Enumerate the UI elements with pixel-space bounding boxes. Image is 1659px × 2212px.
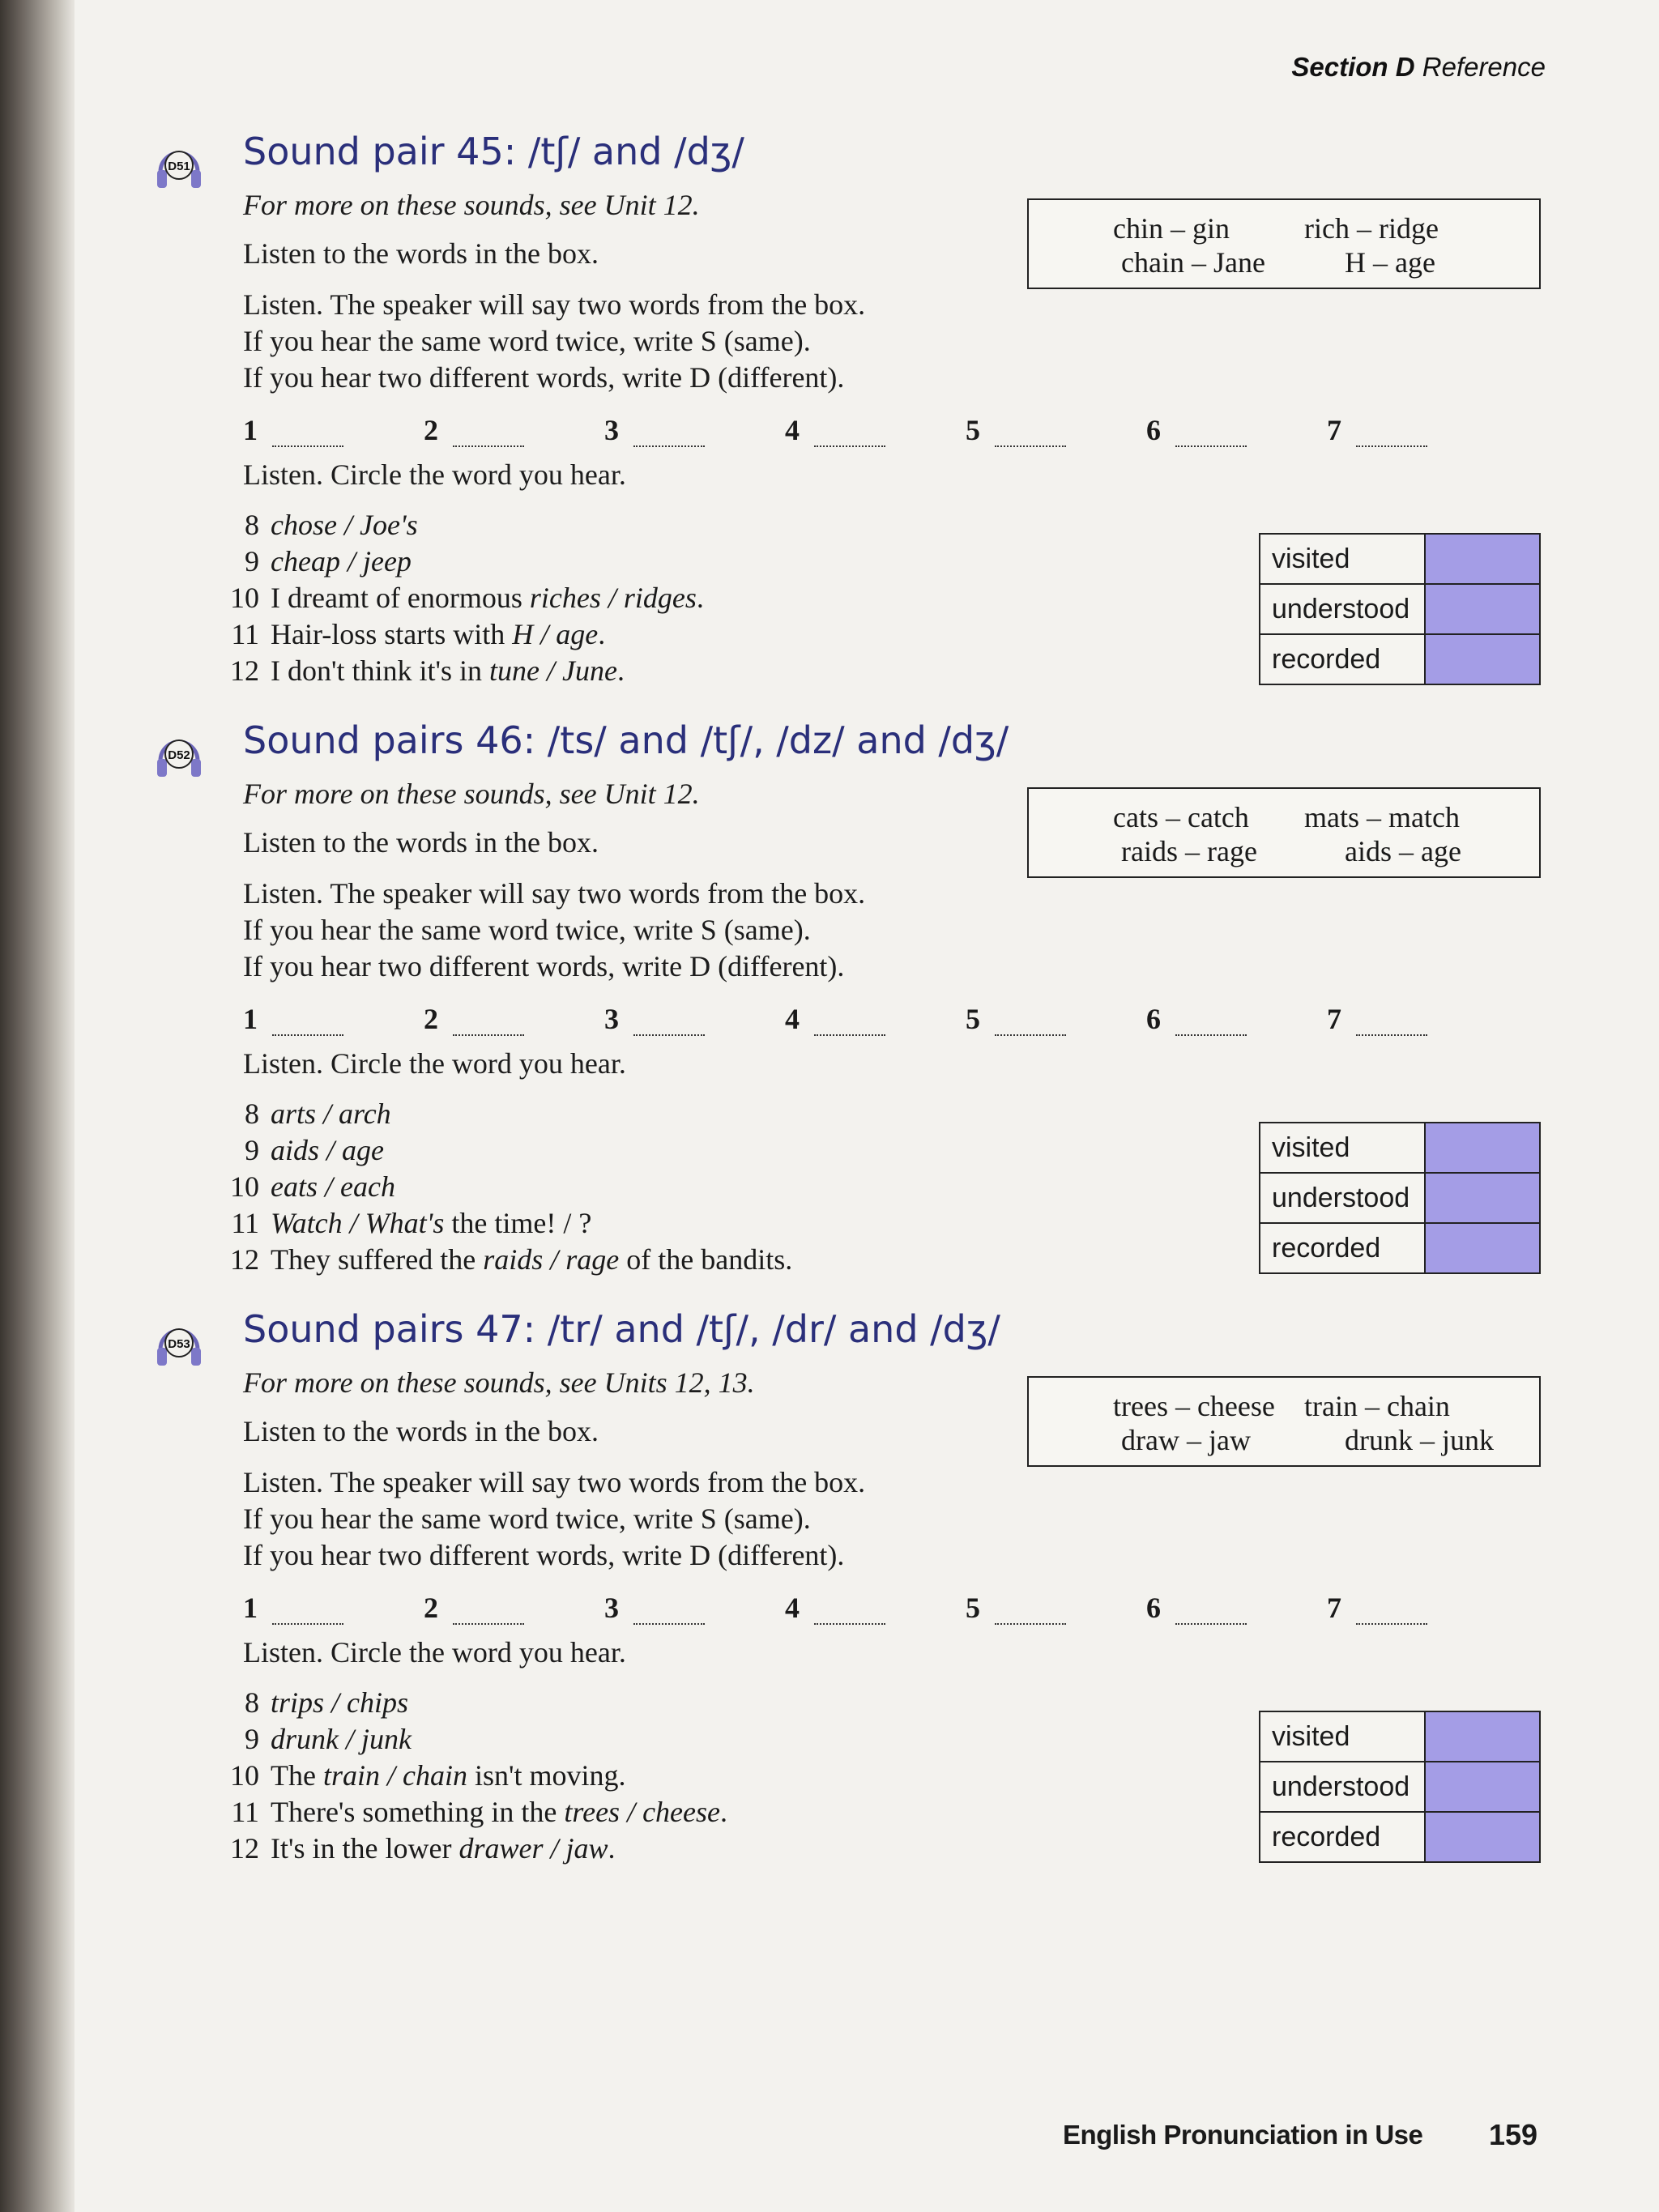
listen-box-instruction: Listen to the words in the box. — [243, 826, 599, 859]
same-different-instruction: If you hear the same word twice, write S (same). — [243, 1502, 811, 1535]
checklist-checkbox[interactable] — [1426, 1813, 1539, 1861]
listen-box-instruction: Listen to the words in the box. — [243, 1415, 599, 1447]
item-suffix: . — [608, 1832, 616, 1865]
checklist-checkbox[interactable] — [1426, 1712, 1539, 1761]
item-number: 9 — [245, 1134, 259, 1166]
item-number: 9 — [245, 1723, 259, 1755]
item-number: 11 — [231, 1207, 259, 1239]
answer-line[interactable] — [814, 1010, 885, 1036]
word-choice[interactable]: riches / ridges — [529, 582, 697, 614]
checklist-label: visited — [1260, 535, 1426, 583]
answer-number: 1 — [243, 1003, 258, 1035]
track-label: D51 — [168, 160, 190, 173]
checklist-row — [1259, 1122, 1541, 1174]
word-choice[interactable]: raids / rage — [483, 1243, 620, 1276]
answer-blank[interactable] — [604, 1591, 705, 1625]
running-header — [1291, 52, 1546, 83]
word-choice[interactable]: trips / chips — [271, 1686, 409, 1719]
answer-number: 7 — [1327, 414, 1341, 446]
listen-box-instruction: Listen to the words in the box. — [243, 237, 599, 270]
same-different-instruction: If you hear two different words, write D (different). — [243, 950, 845, 982]
answer-blank[interactable] — [1327, 1591, 1427, 1625]
word-choice[interactable]: cheap / jeep — [271, 545, 412, 578]
answer-number: 2 — [424, 1003, 438, 1035]
item-prefix: I don't think it's in — [271, 654, 489, 687]
item-prefix: The — [271, 1759, 323, 1792]
answer-number: 7 — [1327, 1592, 1341, 1624]
circle-item — [222, 1686, 408, 1720]
answer-number: 1 — [243, 1592, 258, 1624]
word-pair-box — [1027, 787, 1541, 878]
item-number: 12 — [230, 654, 259, 687]
word-choice[interactable]: H / age — [512, 618, 599, 650]
checklist-row — [1259, 533, 1541, 585]
answer-line[interactable] — [1356, 1599, 1427, 1625]
same-different-instruction: If you hear the same word twice, write S (same). — [243, 914, 811, 946]
checklist-row — [1259, 635, 1541, 685]
checklist-checkbox[interactable] — [1426, 1174, 1539, 1222]
checklist-label: understood — [1260, 1762, 1426, 1811]
answer-number: 6 — [1146, 1003, 1161, 1035]
word-pair: raids – rage — [1121, 835, 1257, 867]
circle-item — [222, 1795, 727, 1829]
item-suffix: . — [696, 582, 704, 614]
see-unit-reference: For more on these sounds, see Unit 12. — [243, 778, 700, 810]
item-suffix: . — [616, 654, 625, 687]
circle-item — [222, 617, 605, 651]
answer-number: 2 — [424, 414, 438, 446]
answer-blank[interactable] — [785, 1002, 885, 1036]
answer-blank[interactable] — [424, 413, 524, 447]
same-different-instruction: If you hear the same word twice, write S (same). — [243, 325, 811, 357]
word-pair: drunk – junk — [1345, 1424, 1494, 1456]
word-choice[interactable]: chose / Joe's — [271, 509, 418, 541]
answer-number: 5 — [966, 1592, 980, 1624]
checklist-checkbox[interactable] — [1426, 635, 1539, 684]
see-unit-reference: For more on these sounds, see Unit 12. — [243, 189, 700, 221]
answer-blank[interactable] — [785, 413, 885, 447]
item-number: 8 — [245, 1097, 259, 1130]
answer-line[interactable] — [995, 1599, 1066, 1625]
circle-item — [222, 1242, 792, 1276]
answer-number: 5 — [966, 414, 980, 446]
answer-line[interactable] — [272, 1010, 343, 1036]
checklist-label: visited — [1260, 1712, 1426, 1761]
item-number: 11 — [231, 618, 259, 650]
checklist-row — [1259, 1762, 1541, 1813]
word-pair: mats – match — [1304, 801, 1460, 833]
word-choice[interactable]: eats / each — [271, 1170, 395, 1203]
word-pair: chain – Jane — [1121, 246, 1265, 279]
answer-number: 3 — [604, 414, 619, 446]
checklist-row — [1259, 585, 1541, 635]
item-number: 11 — [231, 1796, 259, 1828]
circle-instruction: Listen. Circle the word you hear. — [243, 458, 626, 491]
answer-blank[interactable] — [604, 413, 705, 447]
answer-line[interactable] — [272, 421, 343, 447]
answer-number: 1 — [243, 414, 258, 446]
same-different-instruction: Listen. The speaker will say two words from the box. — [243, 877, 866, 910]
answer-line[interactable] — [633, 421, 705, 447]
item-number: 10 — [230, 582, 259, 614]
answer-number: 6 — [1146, 414, 1161, 446]
answer-blank[interactable] — [1146, 1591, 1247, 1625]
audio-track-icon[interactable] — [152, 730, 206, 783]
item-number: 12 — [230, 1243, 259, 1276]
checklist-row — [1259, 1711, 1541, 1762]
header-section: Section D — [1291, 52, 1415, 82]
checklist-checkbox[interactable] — [1426, 1123, 1539, 1172]
item-number: 12 — [230, 1832, 259, 1865]
exercise-section-2 — [0, 718, 1659, 1285]
answer-blank[interactable] — [243, 413, 343, 447]
checklist-label: understood — [1260, 1174, 1426, 1222]
word-choice[interactable]: tune / June — [488, 654, 617, 687]
word-pair: trees – cheese — [1113, 1390, 1275, 1422]
progress-checklist — [1259, 1122, 1541, 1274]
circle-item — [222, 581, 704, 615]
checklist-checkbox[interactable] — [1426, 535, 1539, 583]
checklist-row — [1259, 1813, 1541, 1863]
circle-item — [222, 654, 625, 688]
page-number: 159 — [1489, 2118, 1538, 2151]
checklist-checkbox[interactable] — [1426, 1224, 1539, 1272]
answer-number: 4 — [785, 1592, 800, 1624]
checklist-label: recorded — [1260, 1813, 1426, 1861]
answer-line[interactable] — [995, 1010, 1066, 1036]
answer-number: 2 — [424, 1592, 438, 1624]
checklist-row — [1259, 1224, 1541, 1274]
answer-blank[interactable] — [966, 1591, 1066, 1625]
checklist-label: understood — [1260, 585, 1426, 633]
progress-checklist — [1259, 1711, 1541, 1863]
answer-number: 5 — [966, 1003, 980, 1035]
answer-blank[interactable] — [243, 1591, 343, 1625]
answer-line[interactable] — [1175, 1599, 1247, 1625]
item-suffix: . — [598, 618, 606, 650]
item-number: 10 — [230, 1170, 259, 1203]
item-prefix: They suffered the — [271, 1243, 484, 1276]
section-title: Sound pair 45: /tʃ/ and /dʒ/ — [243, 130, 744, 173]
answer-line[interactable] — [1356, 421, 1427, 447]
item-suffix: . — [720, 1796, 727, 1828]
answer-line[interactable] — [453, 1599, 524, 1625]
answer-line[interactable] — [1175, 1010, 1247, 1036]
item-suffix: the time! / ? — [444, 1207, 592, 1239]
word-pair: aids – age — [1345, 835, 1461, 867]
answer-line[interactable] — [453, 1010, 524, 1036]
word-pair-box — [1027, 198, 1541, 289]
answer-line[interactable] — [453, 421, 524, 447]
same-different-instruction: If you hear two different words, write D (different). — [243, 361, 845, 394]
answer-line[interactable] — [272, 1599, 343, 1625]
section-title: Sound pairs 47: /tr/ and /tʃ/, /dr/ and /dʒ/ — [243, 1307, 1000, 1351]
circle-item — [222, 1206, 591, 1240]
checklist-row — [1259, 1174, 1541, 1224]
same-different-instruction: Listen. The speaker will say two words from the box. — [243, 1466, 866, 1498]
word-choice[interactable]: drunk / junk — [271, 1723, 412, 1755]
checklist-checkbox[interactable] — [1426, 1762, 1539, 1811]
answer-blank[interactable] — [243, 1002, 343, 1036]
word-pair: cats – catch — [1113, 801, 1249, 833]
answer-number: 4 — [785, 1003, 800, 1035]
answer-blank[interactable] — [1327, 413, 1427, 447]
answer-blank[interactable] — [1146, 1002, 1247, 1036]
circle-item — [222, 1722, 412, 1756]
section-title: Sound pairs 46: /ts/ and /tʃ/, /dz/ and /dʒ/ — [243, 718, 1009, 762]
answer-blank[interactable] — [1327, 1002, 1427, 1036]
circle-item — [222, 1170, 395, 1204]
circle-item — [222, 1758, 625, 1792]
word-choice[interactable]: aids / age — [271, 1134, 384, 1166]
item-prefix: Hair-loss starts with — [271, 618, 513, 650]
item-number: 8 — [245, 509, 259, 541]
answer-number: 3 — [604, 1003, 619, 1035]
circle-item — [222, 544, 412, 578]
circle-item — [222, 1133, 384, 1167]
checklist-label: recorded — [1260, 635, 1426, 684]
answer-line[interactable] — [1175, 421, 1247, 447]
item-suffix: isn't moving. — [467, 1759, 626, 1792]
item-prefix: It's in the lower — [271, 1832, 459, 1865]
answer-row — [243, 413, 1442, 445]
checklist-checkbox[interactable] — [1426, 585, 1539, 633]
answer-line[interactable] — [1356, 1010, 1427, 1036]
word-choice[interactable]: trees / cheese — [564, 1796, 720, 1828]
item-number: 10 — [230, 1759, 259, 1792]
same-different-instruction: If you hear two different words, write D (different). — [243, 1539, 845, 1571]
checklist-label: visited — [1260, 1123, 1426, 1172]
answer-blank[interactable] — [604, 1002, 705, 1036]
word-pair: draw – jaw — [1121, 1424, 1251, 1456]
item-prefix: I dreamt of enormous — [271, 582, 530, 614]
word-choice[interactable]: train / chain — [322, 1759, 467, 1792]
checklist-label: recorded — [1260, 1224, 1426, 1272]
exercise-section-3 — [0, 1307, 1659, 1874]
answer-blank[interactable] — [424, 1591, 524, 1625]
word-pair: rich – ridge — [1304, 212, 1439, 245]
answer-number: 7 — [1327, 1003, 1341, 1035]
item-suffix: of the bandits. — [619, 1243, 793, 1276]
word-pair-box — [1027, 1376, 1541, 1467]
answer-row — [243, 1591, 1442, 1623]
word-choice[interactable]: arts / arch — [271, 1097, 391, 1130]
answer-number: 4 — [785, 414, 800, 446]
answer-number: 6 — [1146, 1592, 1161, 1624]
answer-line[interactable] — [814, 1599, 885, 1625]
circle-item — [222, 508, 418, 542]
same-different-instruction: Listen. The speaker will say two words from the box. — [243, 288, 866, 321]
answer-blank[interactable] — [966, 1002, 1066, 1036]
circle-item — [222, 1097, 391, 1131]
answer-blank[interactable] — [966, 413, 1066, 447]
item-number: 9 — [245, 545, 259, 578]
answer-blank[interactable] — [1146, 413, 1247, 447]
exercise-section-1 — [0, 130, 1659, 697]
circle-instruction: Listen. Circle the word you hear. — [243, 1636, 626, 1669]
item-prefix: There's something in the — [271, 1796, 565, 1828]
word-pair: chin – gin — [1113, 212, 1230, 245]
answer-line[interactable] — [633, 1599, 705, 1625]
track-label: D52 — [168, 748, 190, 762]
track-label: D53 — [168, 1337, 190, 1351]
answer-number: 3 — [604, 1592, 619, 1624]
audio-track-icon[interactable] — [152, 1319, 206, 1372]
answer-blank[interactable] — [424, 1002, 524, 1036]
footer-book-title: English Pronunciation in Use — [1063, 2120, 1423, 2150]
answer-blank[interactable] — [785, 1591, 885, 1625]
word-choice[interactable]: drawer / jaw — [458, 1832, 608, 1865]
header-label: Reference — [1422, 52, 1546, 82]
item-number: 8 — [245, 1686, 259, 1719]
see-unit-reference: For more on these sounds, see Units 12, 13. — [243, 1366, 755, 1399]
audio-track-icon[interactable] — [152, 141, 206, 194]
word-choice[interactable]: Watch / What's — [271, 1207, 445, 1239]
word-pair: H – age — [1345, 246, 1435, 279]
word-pair: train – chain — [1304, 1390, 1450, 1422]
answer-line[interactable] — [814, 421, 885, 447]
answer-line[interactable] — [995, 421, 1066, 447]
answer-row — [243, 1002, 1442, 1034]
progress-checklist — [1259, 533, 1541, 685]
circle-item — [222, 1831, 615, 1865]
circle-instruction: Listen. Circle the word you hear. — [243, 1047, 626, 1080]
answer-line[interactable] — [633, 1010, 705, 1036]
